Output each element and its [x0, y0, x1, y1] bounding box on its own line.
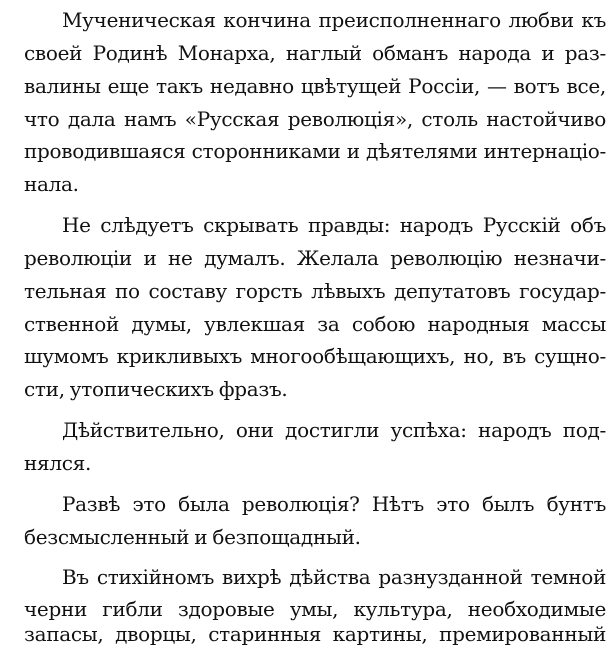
text-line: нялся. — [24, 451, 92, 475]
text-line: сти, утопическихъ фразъ. — [24, 377, 288, 401]
text-line: запасы, дворцы, старинныя картины, премированный — [24, 622, 606, 646]
text-line: Не слѣдуетъ скрывать правды: народъ Русскій объ — [62, 213, 606, 237]
text-line: что дала намъ «Русская революція», столь настойчиво — [24, 107, 606, 131]
text-line: проводившаяся сторонниками и дѣятелями интернаціо- — [24, 139, 606, 163]
text-line: тельная по составу горсть лѣвыхъ депутатовъ государ- — [24, 279, 606, 303]
text-line: безсмысленный и безпощадный. — [24, 525, 361, 549]
text-line: ственной думы, увлекшая за собою народныя массы — [24, 312, 606, 336]
text-line: шумомъ крикливыхъ многообѣщающихъ, но, въ сущно- — [24, 344, 606, 368]
text-line: Въ стихійномъ вихрѣ дѣйства разнузданной темной — [62, 565, 606, 589]
text-line: Мученическая кончина преисполненнаго любви къ — [62, 8, 606, 32]
text-line: черни гибли здоровые умы, культура, необходимые — [24, 597, 606, 621]
text-line: революціи и не думалъ. Желала революцію незначи- — [24, 246, 606, 270]
text-line: нала. — [24, 172, 79, 196]
text-line: валины еще такъ недавно цвѣтущей Россіи, — вотъ все, — [24, 74, 606, 98]
text-line: своей Родинѣ Монарха, наглый обманъ народа и раз- — [24, 41, 606, 65]
text-line: Развѣ это была революція? Нѣтъ это былъ бунтъ — [62, 492, 606, 516]
text-line: Дѣйствительно, они достигли успѣха: народъ под- — [62, 418, 606, 442]
